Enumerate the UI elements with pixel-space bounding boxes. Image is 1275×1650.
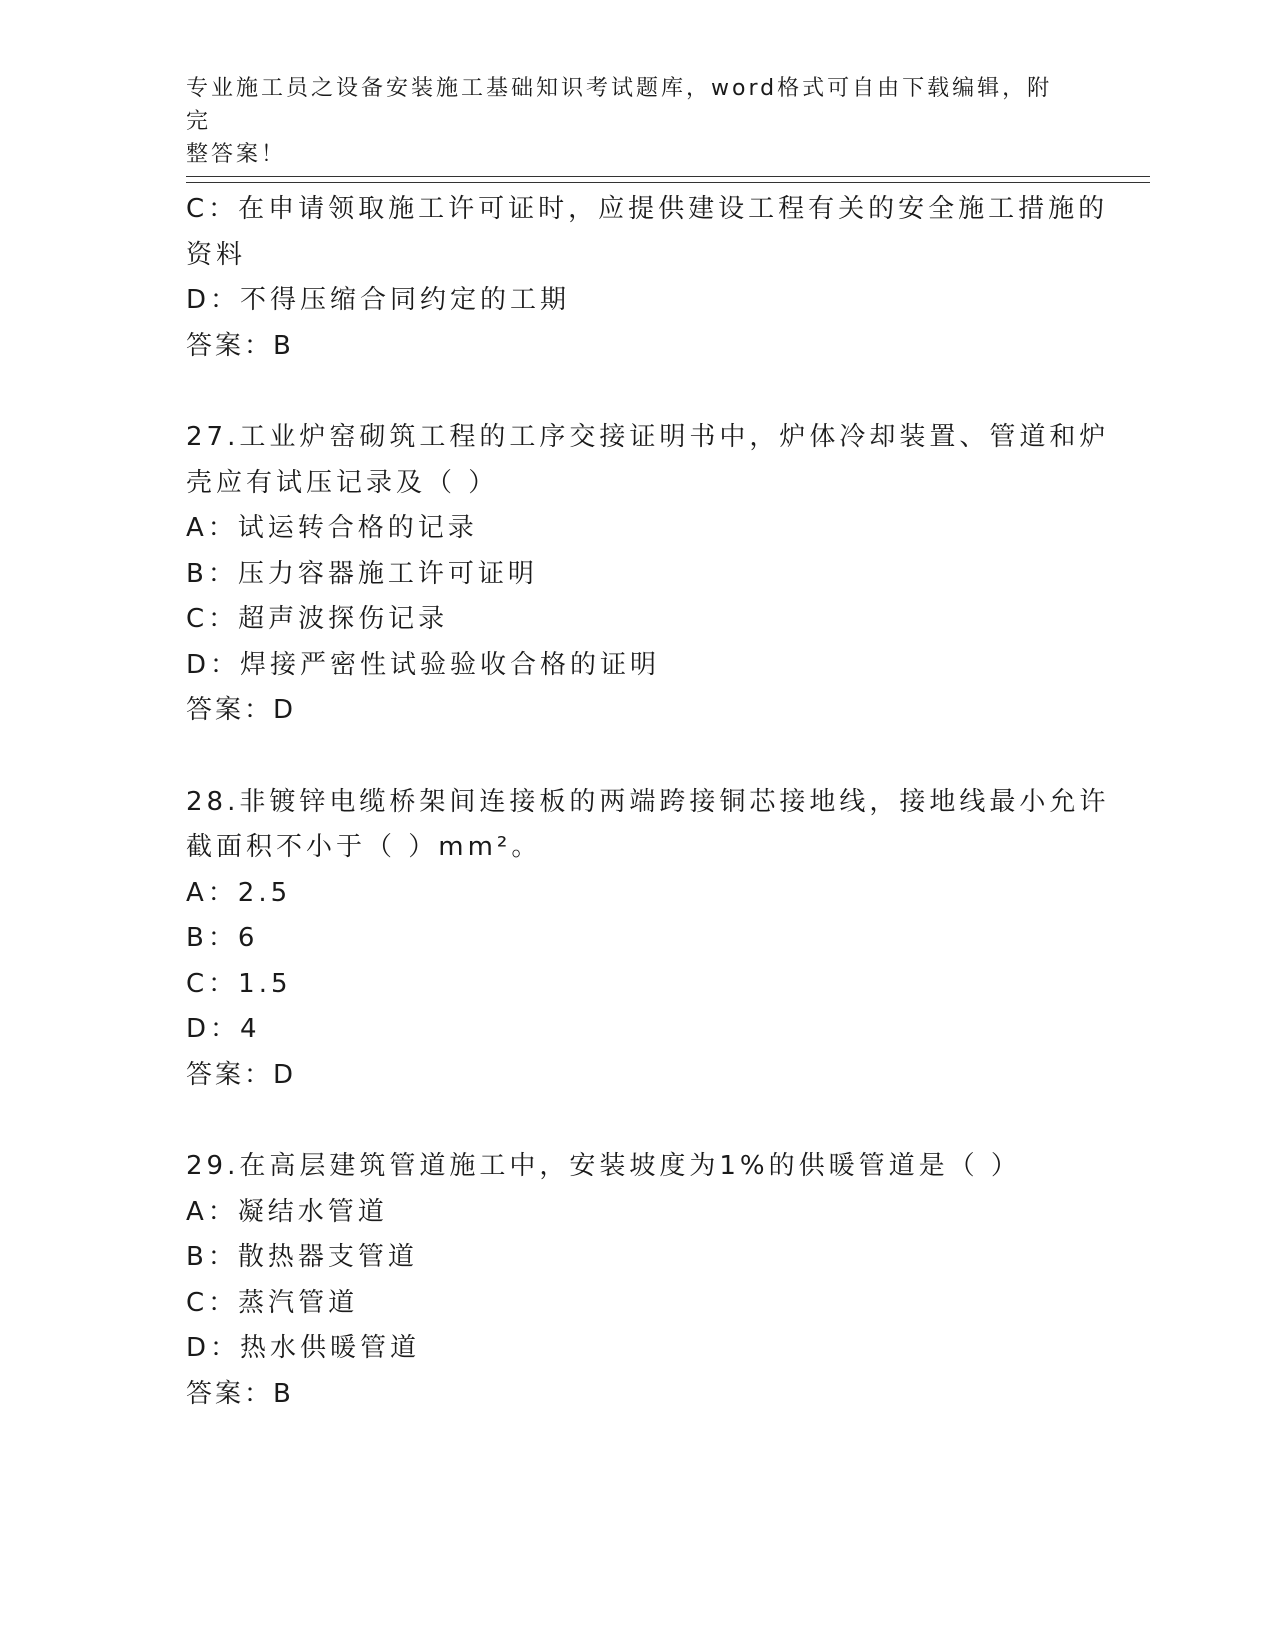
option-a: A：凝结水管道 <box>186 1196 388 1227</box>
document-header <box>186 72 1066 171</box>
option-a: A：2.5 <box>186 877 292 908</box>
answer: 答案：D <box>186 695 297 725</box>
answer: 答案：B <box>186 330 294 361</box>
option-c-continued: 资料 <box>186 239 247 270</box>
option-c: C：1.5 <box>186 968 292 999</box>
question-29 <box>186 1144 1086 1417</box>
header-line-2: 整答案！ <box>186 142 287 167</box>
question-stem: 29.在高层建筑管道施工中，安装坡度为1%的供暖管道是（ ） <box>186 1151 1021 1181</box>
spacer <box>186 1098 1086 1144</box>
question-stem: 28.非镀锌电缆桥架间连接板的两端跨接铜芯接地线，接地线最小允许 <box>186 786 1110 817</box>
header-divider-top <box>186 176 1150 177</box>
question-28 <box>186 780 1110 1099</box>
option-b: B：散热器支管道 <box>186 1242 418 1272</box>
spacer <box>186 734 1086 780</box>
option-d: D：热水供暖管道 <box>186 1333 421 1363</box>
option-b: B：压力容器施工许可证明 <box>186 558 538 589</box>
option-d: D：不得压缩合同约定的工期 <box>186 285 571 315</box>
question-list <box>186 187 1110 1417</box>
option-c: C：蒸汽管道 <box>186 1287 359 1318</box>
option-c: C：在申请领取施工许可证时，应提供建设工程有关的安全施工措施的 <box>186 194 1109 224</box>
header-divider-bottom <box>186 182 1150 183</box>
question-stem-continued: 壳应有试压记录及（ ） <box>186 467 499 498</box>
option-a: A：试运转合格的记录 <box>186 513 478 543</box>
answer: 答案：B <box>186 1378 294 1409</box>
question-27 <box>186 415 1110 734</box>
answer: 答案：D <box>186 1059 297 1090</box>
header-line-1: 专业施工员之设备安装施工基础知识考试题库，word格式可自由下载编辑，附完 <box>186 76 1053 134</box>
option-d: D：4 <box>186 1014 261 1044</box>
question-26-continued <box>186 187 1109 369</box>
option-b: B：6 <box>186 923 259 953</box>
question-stem-continued: 截面积不小于（ ）mm²。 <box>186 832 542 862</box>
option-c: C：超声波探伤记录 <box>186 604 449 634</box>
spacer <box>186 369 1086 415</box>
question-stem: 27.工业炉窑砌筑工程的工序交接证明书中，炉体冷却装置、管道和炉 <box>186 422 1110 452</box>
option-d: D：焊接严密性试验验收合格的证明 <box>186 649 661 680</box>
